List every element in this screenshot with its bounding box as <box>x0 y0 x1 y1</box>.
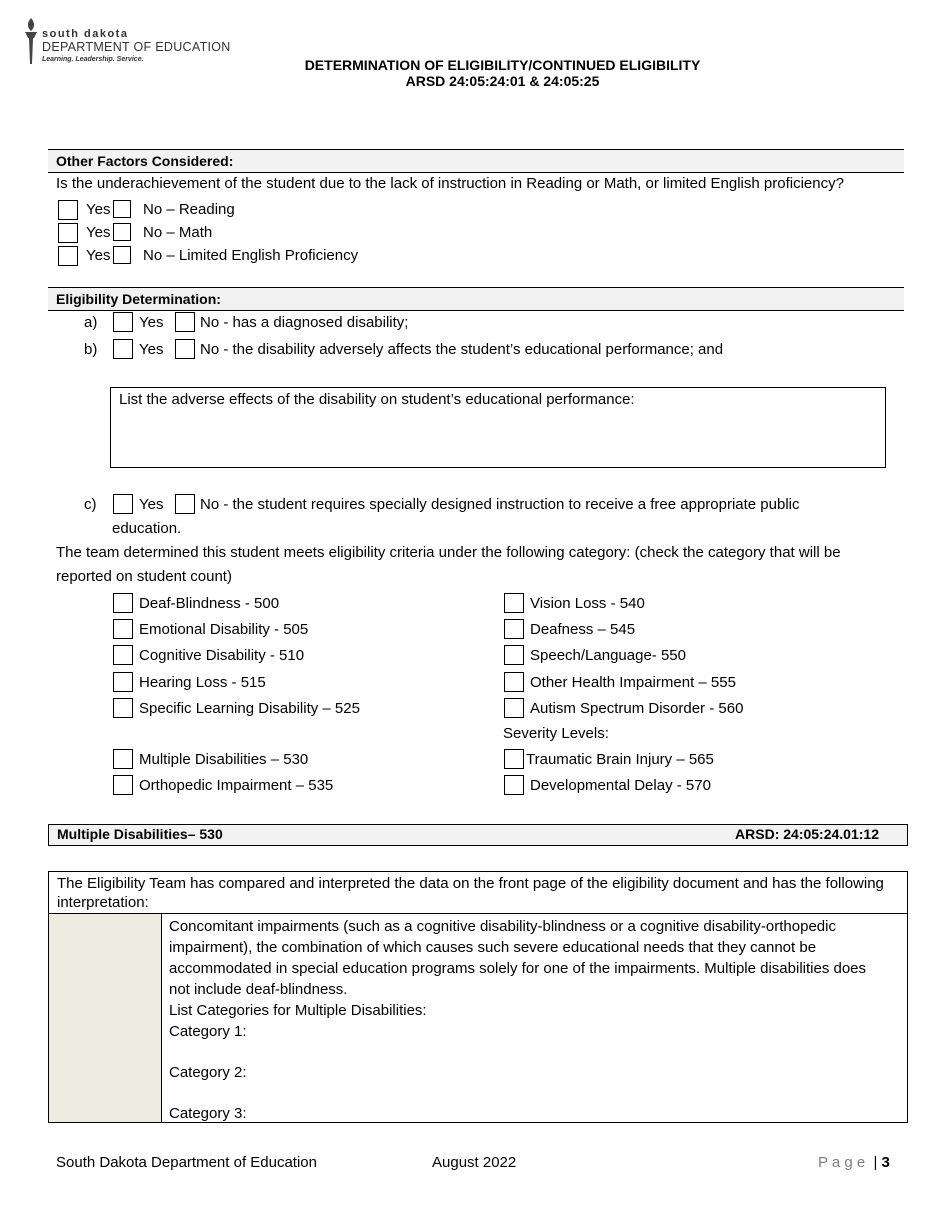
c-no-checkbox[interactable] <box>175 494 195 514</box>
category-checkbox-535[interactable] <box>113 775 133 795</box>
category-checkbox-565[interactable] <box>504 749 524 769</box>
category-checkbox-540[interactable] <box>504 593 524 613</box>
category-label-535: Orthopedic Impairment – 535 <box>139 777 334 794</box>
definition-content-cell <box>169 916 889 1124</box>
lep-no-checkbox[interactable] <box>113 246 131 264</box>
category-checkbox-560[interactable] <box>504 698 524 718</box>
interpretation-text: The Eligibility Team has compared and interpreted the data on the front page of the eligibility document and has the following interpretation: <box>57 875 884 911</box>
adverse-effects-box[interactable] <box>110 387 886 468</box>
title-line2: ARSD 24:05:24:01 & 24:05:25 <box>405 73 600 89</box>
other-factors-header: Other Factors Considered: <box>48 149 904 173</box>
lep-yes-checkbox[interactable] <box>58 246 78 266</box>
logo <box>20 16 235 68</box>
item-a-marker: a) <box>84 314 98 331</box>
a-yes-label: Yes <box>139 314 164 331</box>
category-checkbox-570[interactable] <box>504 775 524 795</box>
b-no-checkbox[interactable] <box>175 339 195 359</box>
category-checkbox-500[interactable] <box>113 593 133 613</box>
footer-date: August 2022 <box>432 1154 517 1171</box>
category-checkbox-510[interactable] <box>113 645 133 665</box>
category-checkbox-505[interactable] <box>113 619 133 639</box>
a-no-label: No - has a diagnosed disability; <box>200 314 409 331</box>
b-no-label: No - the disability adversely affects the student’s educational performance; and <box>200 341 724 358</box>
footer-org: South Dakota Department of Education <box>56 1154 317 1171</box>
title-line1: DETERMINATION OF ELIGIBILITY/CONTINUED ELIGIBILITY <box>304 57 701 73</box>
footer-page <box>818 1154 890 1171</box>
team-statement-line2: reported on student count) <box>56 568 232 585</box>
definition-checkbox-cell[interactable] <box>49 914 162 1122</box>
a-no-checkbox[interactable] <box>175 312 195 332</box>
category-label-500: Deaf-Blindness - 500 <box>139 595 280 612</box>
math-yes-checkbox[interactable] <box>58 223 78 243</box>
c-no-label: No - the student requires specially designed instruction to receive a free appropriate public <box>200 496 800 513</box>
lep-yes-label: Yes <box>86 247 111 264</box>
list-categories-label: List Categories for Multiple Disabilities: <box>169 1002 427 1019</box>
c-yes-label: Yes <box>139 496 164 513</box>
category-label-555: Other Health Impairment – 555 <box>530 674 736 691</box>
logo-line1: south dakota <box>42 28 129 40</box>
category-label-530: Multiple Disabilities – 530 <box>139 751 309 768</box>
definition-text: Concomitant impairments (such as a cognitive disability-blindness or a cognitive disability-orthopedic impairment), the combination of which causes such severe educational needs that they cannot be accommodated in special education programs solely for one of the impairments. Multiple disabilities does not include deaf-blindness. <box>169 918 867 998</box>
math-no-checkbox[interactable] <box>113 223 131 241</box>
document-title <box>230 57 775 89</box>
category-checkbox-525[interactable] <box>113 698 133 718</box>
category-label-525: Specific Learning Disability – 525 <box>139 700 360 717</box>
math-no-label: No – Math <box>143 224 213 241</box>
eligibility-header: Eligibility Determination: <box>48 287 904 311</box>
category-label-565: Traumatic Brain Injury – 565 <box>526 751 714 768</box>
reading-no-checkbox[interactable] <box>113 200 131 218</box>
reading-yes-label: Yes <box>86 201 111 218</box>
team-statement-line1: The team determined this student meets eligibility criteria under the following category: (check the category that will be <box>56 544 841 561</box>
category-3-label: Category 3: <box>169 1105 247 1122</box>
other-factors-question: Is the underachievement of the student due to the lack of instruction in Reading or Math, or limited English proficiency? <box>56 175 844 192</box>
category-checkbox-530[interactable] <box>113 749 133 769</box>
category-label-540: Vision Loss - 540 <box>530 595 645 612</box>
md-header-title: Multiple Disabilities– 530 <box>57 826 223 842</box>
category-checkbox-515[interactable] <box>113 672 133 692</box>
reading-yes-checkbox[interactable] <box>58 200 78 220</box>
c-no-label-continued: education. <box>112 520 182 537</box>
adverse-effects-label: List the adverse effects of the disability on student’s educational performance: <box>119 391 635 408</box>
a-yes-checkbox[interactable] <box>113 312 133 332</box>
category-checkbox-545[interactable] <box>504 619 524 639</box>
category-label-550: Speech/Language- 550 <box>530 647 686 664</box>
multiple-disabilities-header <box>48 824 908 846</box>
math-yes-label: Yes <box>86 224 111 241</box>
interpretation-box <box>48 871 908 914</box>
category-label-560: Autism Spectrum Disorder - 560 <box>530 700 744 717</box>
torch-logo-icon <box>22 16 40 66</box>
definition-table <box>48 913 908 1123</box>
severity-levels-label: Severity Levels: <box>503 725 609 742</box>
lep-no-label: No – Limited English Proficiency <box>143 247 359 264</box>
logo-line2: DEPARTMENT OF EDUCATION <box>42 40 231 54</box>
b-yes-checkbox[interactable] <box>113 339 133 359</box>
reading-no-label: No – Reading <box>143 201 235 218</box>
item-b-marker: b) <box>84 341 98 358</box>
logo-tagline: Learning. Leadership. Service. <box>42 56 144 63</box>
category-2-label: Category 2: <box>169 1064 247 1081</box>
b-yes-label: Yes <box>139 341 164 358</box>
category-checkbox-550[interactable] <box>504 645 524 665</box>
category-checkbox-555[interactable] <box>504 672 524 692</box>
footer-page-separator: | <box>873 1154 878 1171</box>
footer-page-number: 3 <box>881 1154 890 1171</box>
category-label-570: Developmental Delay - 570 <box>530 777 711 794</box>
footer-page-label: P a g e <box>818 1154 866 1171</box>
c-yes-checkbox[interactable] <box>113 494 133 514</box>
category-1-label: Category 1: <box>169 1023 247 1040</box>
md-header-arsd: ARSD: 24:05:24.01:12 <box>735 826 879 842</box>
category-label-545: Deafness – 545 <box>530 621 636 638</box>
category-label-510: Cognitive Disability - 510 <box>139 647 305 664</box>
category-label-515: Hearing Loss - 515 <box>139 674 266 691</box>
category-label-505: Emotional Disability - 505 <box>139 621 309 638</box>
item-c-marker: c) <box>84 496 97 513</box>
